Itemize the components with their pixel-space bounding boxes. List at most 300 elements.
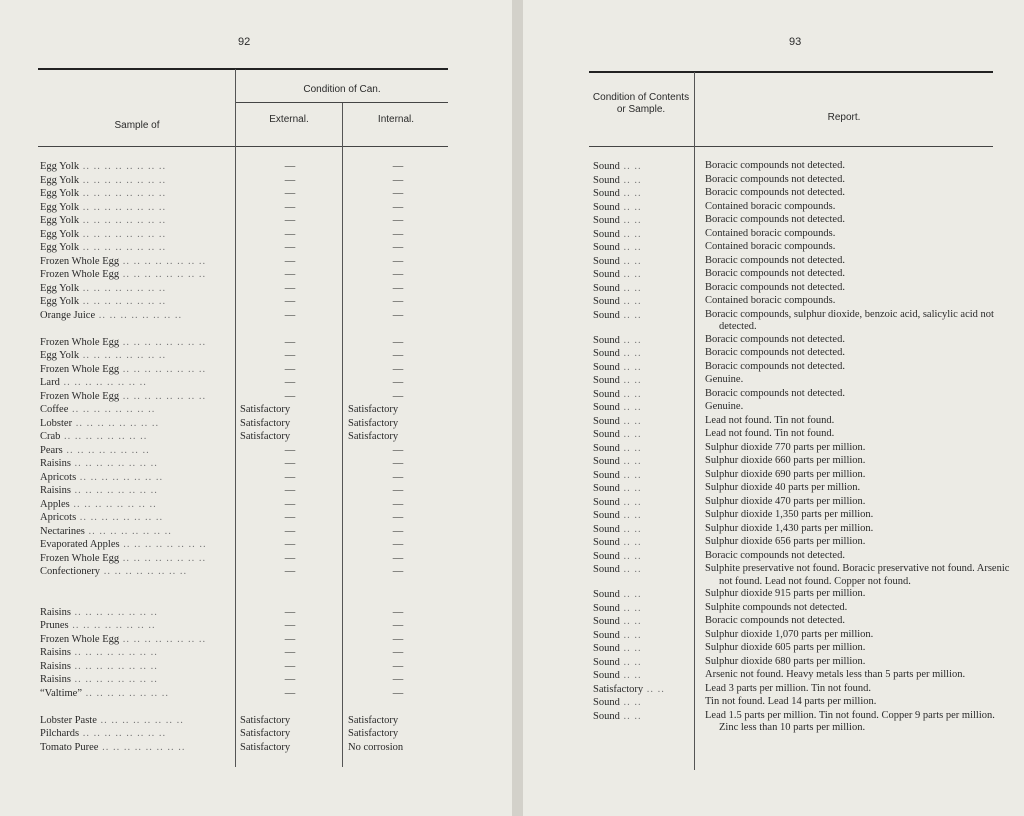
external-cell: — — [284, 471, 296, 483]
right-page — [523, 0, 1024, 816]
sample-name: Pears — [40, 444, 63, 456]
leader-dots: .. .. — [619, 269, 642, 280]
internal-cell: Satisfactory — [348, 431, 399, 442]
report-cell: Tin not found. Lead 14 parts per million. — [705, 696, 877, 708]
internal-cell: — — [392, 228, 404, 240]
condition-cell — [593, 442, 688, 456]
sample-name: Prunes — [40, 620, 69, 631]
leader-dots: .. .. — [619, 348, 642, 360]
external-cell: — — [284, 309, 296, 321]
condition-cell — [593, 374, 688, 388]
sample-cell — [40, 214, 232, 228]
internal-cell: — — [392, 269, 404, 280]
leader-dots: .. .. — [619, 402, 642, 414]
leader-dots: .. .. — [619, 670, 642, 682]
sample-name: Egg Yolk — [40, 296, 80, 307]
external-cell: — — [284, 458, 296, 469]
sample-cell — [40, 727, 232, 741]
external-cell: — — [284, 660, 296, 672]
leader-dots: .. .. .. .. .. .. .. .. — [79, 161, 167, 172]
external-cell: — — [284, 228, 296, 240]
sample-cell — [40, 457, 232, 471]
header-condition-can: Condition of Can. — [303, 84, 381, 95]
external-cell: — — [284, 161, 296, 172]
sample-name: Raisins — [40, 660, 71, 672]
table-row — [40, 255, 450, 269]
external-cell: Satisfactory — [240, 431, 291, 442]
internal-cell: — — [392, 188, 404, 199]
report-cell: Sulphite preservative not found. Boracic preservative not found. Arsenic not found. Lead not found. Copper not found. — [705, 563, 1010, 587]
condition-value: Sound — [593, 469, 620, 481]
external-cell: Satisfactory — [240, 404, 291, 415]
sample-name: Pilchards — [40, 728, 80, 739]
report-cell: Sulphur dioxide 1,070 parts per million. — [705, 628, 874, 640]
table-row — [40, 214, 450, 228]
table-row — [593, 268, 993, 282]
internal-cell: — — [392, 296, 404, 307]
condition-value: Sound — [593, 348, 620, 360]
table-row — [40, 498, 450, 512]
condition-cell — [593, 428, 688, 442]
sample-cell — [40, 363, 232, 377]
condition-value: Sound — [593, 697, 620, 709]
internal-cell: — — [392, 485, 404, 496]
sample-cell — [40, 471, 232, 485]
leader-dots: .. .. .. .. .. .. .. .. — [70, 485, 158, 496]
internal-cell: — — [392, 498, 404, 510]
report-cell: Sulphur dioxide 656 parts per million. — [705, 536, 866, 548]
table-row — [593, 523, 993, 537]
report-cell: Lead not found. Tin not found. — [705, 428, 835, 440]
condition-cell — [593, 656, 688, 670]
table-row — [40, 579, 450, 593]
header-bottom-rule — [589, 146, 993, 147]
condition-cell — [593, 401, 688, 415]
condition-value: Sound — [593, 215, 620, 226]
leader-dots: .. .. .. .. .. .. .. .. — [79, 188, 167, 199]
table-row — [40, 349, 450, 363]
condition-value: Sound — [593, 161, 620, 172]
sample-name: Frozen Whole Egg — [40, 269, 120, 280]
condition-value: Sound — [593, 523, 620, 535]
sample-cell — [40, 687, 232, 701]
leader-dots: .. .. .. .. .. .. .. .. — [95, 309, 183, 321]
sample-name: Egg Yolk — [40, 201, 80, 213]
external-cell: — — [284, 215, 296, 226]
external-cell: — — [284, 242, 296, 253]
leader-dots: .. .. — [619, 415, 642, 427]
internal-cell: Satisfactory — [348, 728, 399, 739]
leader-dots: .. .. .. .. .. .. .. .. — [70, 660, 158, 672]
condition-value: Sound — [593, 442, 620, 454]
sample-cell — [40, 741, 232, 755]
internal-cell: — — [392, 255, 404, 267]
report-cell: Sulphur dioxide 660 parts per million. — [705, 455, 866, 467]
report-cell: Boracic compounds not detected. — [705, 387, 845, 399]
condition-cell — [593, 455, 688, 469]
leader-dots: .. .. — [619, 282, 642, 294]
report-cell: Boracic compounds not detected. — [705, 160, 845, 171]
external-cell: — — [284, 498, 296, 510]
report-cell: Lead 3 parts per million. Tin not found. — [705, 682, 871, 694]
condition-value: Sound — [593, 188, 620, 199]
leader-dots: .. .. .. .. .. .. .. .. — [76, 471, 164, 483]
leader-dots: .. .. — [619, 710, 642, 722]
internal-cell: — — [392, 687, 404, 699]
sample-name: Frozen Whole Egg — [40, 552, 120, 564]
page-number: 93 — [789, 36, 802, 48]
leader-dots: .. .. — [619, 255, 642, 267]
condition-value: Sound — [593, 255, 620, 267]
table-row — [40, 174, 450, 188]
condition-value: Sound — [593, 629, 620, 641]
table-row — [593, 442, 993, 456]
report-cell: Boracic compounds not detected. — [705, 214, 845, 225]
leader-dots: .. .. .. .. .. .. .. .. — [76, 512, 164, 523]
table-row — [40, 268, 450, 282]
internal-cell: — — [392, 471, 404, 483]
condition-cell — [593, 347, 688, 361]
internal-cell: Satisfactory — [348, 417, 399, 429]
sample-cell — [40, 525, 232, 539]
report-cell: Boracic compounds not detected. — [705, 549, 845, 561]
leader-dots: .. .. — [619, 616, 642, 628]
sample-cell — [40, 228, 232, 242]
header-report: Report. — [827, 112, 861, 123]
condition-cell — [593, 241, 688, 255]
table-row — [40, 592, 450, 606]
leader-dots: .. .. .. .. .. .. .. .. — [62, 444, 150, 456]
leader-dots: .. .. .. .. .. .. .. .. — [84, 525, 172, 537]
condition-cell — [593, 282, 688, 296]
leader-dots: .. .. — [619, 537, 642, 549]
sample-name: Lobster Paste — [40, 714, 97, 726]
leader-dots: .. .. .. .. .. .. .. .. — [119, 363, 207, 375]
internal-cell: — — [392, 620, 404, 631]
leader-dots: .. .. .. .. .. .. .. .. — [59, 377, 147, 388]
internal-cell: — — [392, 377, 404, 388]
sample-cell — [40, 498, 232, 512]
external-cell: — — [284, 512, 296, 523]
header-condition-contents: Condition of Contents or Sample. — [592, 92, 690, 115]
internal-cell: — — [392, 633, 404, 645]
condition-value: Sound — [593, 402, 620, 414]
sample-name: Apples — [40, 498, 70, 510]
sample-cell — [40, 309, 232, 323]
sample-name: Confectionery — [40, 566, 101, 577]
condition-cell — [593, 588, 688, 602]
leader-dots: .. .. — [619, 550, 642, 562]
external-cell: — — [284, 674, 296, 685]
report-cell: Contained boracic compounds. — [705, 200, 836, 212]
sample-name: Nectarines — [40, 525, 85, 537]
external-cell: — — [284, 350, 296, 361]
leader-dots: .. .. .. .. .. .. .. .. — [79, 296, 167, 307]
internal-cell: Satisfactory — [348, 714, 399, 726]
leader-dots: .. .. .. .. .. .. .. .. — [68, 620, 156, 631]
condition-cell — [593, 388, 688, 402]
condition-cell — [593, 683, 688, 697]
leader-dots: .. .. .. .. .. .. .. .. — [79, 228, 167, 240]
condition-cell — [593, 496, 688, 510]
leader-dots: .. .. — [619, 629, 642, 641]
condition-cell — [593, 295, 688, 309]
sample-cell — [40, 268, 232, 282]
leader-dots: .. .. — [643, 683, 665, 695]
sample-cell — [40, 633, 232, 647]
report-cell: Sulphur dioxide 770 parts per million. — [705, 441, 866, 453]
external-cell: — — [284, 687, 296, 699]
table-row — [40, 201, 450, 215]
external-cell: — — [284, 539, 296, 550]
leader-dots: .. .. — [619, 361, 642, 373]
external-cell: Satisfactory — [240, 741, 291, 753]
sample-name: Lobster — [40, 417, 73, 429]
table-row — [593, 214, 993, 228]
condition-cell — [593, 615, 688, 629]
leader-dots: .. .. .. .. .. .. .. .. — [72, 417, 160, 429]
sample-cell — [40, 417, 232, 431]
condition-value: Sound — [593, 589, 620, 601]
leader-dots: .. .. .. .. .. .. .. .. — [119, 255, 207, 267]
sample-name: Tomato Puree — [40, 741, 99, 753]
external-cell: — — [284, 201, 296, 213]
table-row — [593, 309, 993, 334]
condition-cell — [593, 550, 688, 564]
sample-cell — [40, 646, 232, 660]
internal-cell: — — [392, 174, 404, 186]
report-cell: Arsenic not found. Heavy metals less than 5 parts per million. — [705, 669, 966, 681]
report-cell: Contained boracic compounds. — [705, 241, 836, 252]
report-cell: Boracic compounds not detected. — [705, 254, 845, 266]
leader-dots: .. .. .. .. .. .. .. .. — [100, 566, 188, 577]
external-cell: — — [284, 390, 296, 402]
sample-cell — [40, 295, 232, 309]
table-row — [593, 683, 993, 697]
table-row — [40, 673, 450, 687]
condition-value: Satisfactory — [593, 683, 644, 695]
report-cell: Sulphur dioxide 40 parts per million. — [705, 482, 861, 494]
table-row — [593, 347, 993, 361]
internal-cell: — — [392, 350, 404, 361]
table-row — [593, 255, 993, 269]
sample-name: Coffee — [40, 404, 69, 415]
table-top-rule — [589, 71, 993, 73]
internal-cell: Satisfactory — [348, 404, 399, 415]
table-row — [40, 741, 450, 755]
condition-cell — [593, 563, 688, 577]
leader-dots: .. .. .. .. .. .. .. .. — [81, 687, 169, 699]
table-row — [593, 602, 993, 616]
report-cell: Boracic compounds not detected. — [705, 347, 845, 359]
condition-value: Sound — [593, 643, 620, 655]
report-cell: Sulphur dioxide 915 parts per million. — [705, 588, 866, 600]
leader-dots: .. .. .. .. .. .. .. .. — [119, 390, 207, 402]
leader-dots: .. .. .. .. .. .. .. .. — [68, 404, 156, 415]
condition-value: Sound — [593, 483, 620, 495]
condition-cell — [593, 268, 688, 282]
table-row — [40, 363, 450, 377]
header-internal: Internal. — [377, 114, 415, 125]
external-cell: — — [284, 377, 296, 388]
sample-name: Raisins — [40, 458, 71, 469]
header-bottom-rule — [38, 146, 448, 147]
condition-value: Sound — [593, 282, 620, 294]
report-cell: Genuine. — [705, 374, 744, 386]
external-cell: — — [284, 633, 296, 645]
table-row — [40, 282, 450, 296]
table-row — [40, 241, 450, 255]
internal-cell: — — [392, 309, 404, 321]
internal-cell: — — [392, 444, 404, 456]
table-row — [593, 187, 993, 201]
table-row — [40, 160, 450, 174]
report-cell: Boracic compounds not detected. — [705, 360, 845, 372]
external-cell: Satisfactory — [240, 728, 291, 739]
leader-dots: .. .. — [619, 523, 642, 535]
table-row — [593, 241, 993, 255]
condition-value: Sound — [593, 296, 620, 307]
sample-cell — [40, 160, 232, 174]
condition-cell — [593, 602, 688, 616]
leader-dots: .. .. .. .. .. .. .. .. — [70, 674, 158, 685]
leader-dots: .. .. — [619, 174, 642, 186]
table-row — [40, 457, 450, 471]
sample-name: Lard — [40, 377, 60, 388]
sample-name: Orange Juice — [40, 309, 96, 321]
sample-name: Apricots — [40, 512, 77, 523]
table-row — [40, 511, 450, 525]
sample-name: Egg Yolk — [40, 215, 80, 226]
sample-name: Egg Yolk — [40, 188, 80, 199]
right-table-body — [593, 160, 1010, 735]
sample-cell — [40, 390, 232, 404]
external-cell: — — [284, 647, 296, 658]
table-row — [593, 615, 993, 629]
table-row — [40, 417, 450, 431]
sample-cell — [40, 673, 232, 687]
sample-cell — [40, 444, 232, 458]
sample-cell — [40, 403, 232, 417]
table-row — [40, 187, 450, 201]
table-row — [593, 282, 993, 296]
table-row — [593, 563, 1010, 588]
table-row — [40, 484, 450, 498]
condition-value: Sound — [593, 550, 620, 562]
leader-dots: .. .. .. .. .. .. .. .. — [60, 431, 148, 442]
leader-dots: .. .. — [619, 510, 642, 522]
sample-cell — [40, 511, 232, 525]
sample-cell — [40, 376, 232, 390]
report-cell: Contained boracic compounds. — [705, 295, 836, 306]
table-row — [593, 696, 993, 710]
sample-cell — [40, 552, 232, 566]
table-row — [593, 295, 993, 309]
sample-name: Frozen Whole Egg — [40, 390, 120, 402]
table-row — [40, 565, 450, 579]
leader-dots: .. .. — [619, 697, 642, 709]
sample-cell — [40, 619, 232, 633]
table-row — [40, 700, 450, 714]
leader-dots: .. .. — [619, 643, 642, 655]
external-cell: — — [284, 525, 296, 537]
condition-value: Sound — [593, 656, 620, 668]
sample-name: Crab — [40, 431, 61, 442]
leader-dots: .. .. — [619, 388, 642, 400]
external-cell: — — [284, 620, 296, 631]
condition-cell — [593, 509, 688, 523]
condition-cell — [593, 361, 688, 375]
left-table-body — [40, 160, 450, 754]
report-cell: Sulphur dioxide 470 parts per million. — [705, 495, 866, 507]
internal-cell: — — [392, 566, 404, 577]
leader-dots: .. .. .. .. .. .. .. .. — [69, 498, 157, 510]
leader-dots: .. .. .. .. .. .. .. .. — [70, 647, 158, 658]
external-cell: — — [284, 336, 296, 348]
leader-dots: .. .. — [619, 309, 642, 321]
condition-cell — [593, 228, 688, 242]
table-row — [40, 376, 450, 390]
sample-cell — [40, 336, 232, 350]
leader-dots: .. .. — [619, 589, 642, 601]
condition-value: Sound — [593, 361, 620, 373]
sample-cell — [40, 282, 232, 296]
condition-value: Sound — [593, 415, 620, 427]
condition-cell — [593, 642, 688, 656]
external-cell: — — [284, 552, 296, 564]
condition-cell — [593, 255, 688, 269]
book-gutter — [512, 0, 523, 816]
sample-cell — [40, 538, 232, 552]
table-row — [40, 714, 450, 728]
leader-dots: .. .. .. .. .. .. .. .. — [119, 336, 207, 348]
table-row — [593, 401, 993, 415]
table-row — [593, 160, 993, 174]
table-row — [40, 552, 450, 566]
condition-cell — [593, 309, 688, 323]
condition-cell — [593, 160, 688, 174]
sample-name: Raisins — [40, 674, 71, 685]
condition-value: Sound — [593, 228, 620, 240]
report-cell: Lead 1.5 parts per million. Tin not found. Copper 9 parts per million. Zinc less than 10 parts per million. — [705, 709, 995, 734]
leader-dots: .. .. .. .. .. .. .. .. — [79, 728, 167, 739]
leader-dots: .. .. — [619, 228, 642, 240]
table-row — [593, 496, 993, 510]
leader-dots: .. .. .. .. .. .. .. .. — [119, 633, 207, 645]
table-row — [40, 727, 450, 741]
external-cell: — — [284, 188, 296, 199]
sample-cell — [40, 714, 232, 728]
external-cell: — — [284, 363, 296, 375]
sample-name: Raisins — [40, 647, 71, 658]
leader-dots: .. .. .. .. .. .. .. .. — [70, 458, 158, 469]
condition-cell — [593, 174, 688, 188]
leader-dots: .. .. — [619, 469, 642, 481]
sample-cell — [40, 606, 232, 620]
sample-cell — [40, 349, 232, 363]
leader-dots: .. .. — [619, 656, 642, 668]
sample-name: Egg Yolk — [40, 174, 80, 186]
sample-name: Egg Yolk — [40, 350, 80, 361]
leader-dots: .. .. .. .. .. .. .. .. — [119, 539, 207, 550]
leader-dots: .. .. .. .. .. .. .. .. — [79, 215, 167, 226]
table-row — [593, 415, 993, 429]
sample-name: Apricots — [40, 471, 77, 483]
table-row — [593, 469, 993, 483]
leader-dots: .. .. — [619, 602, 642, 614]
report-cell: Sulphite compounds not detected. — [705, 601, 848, 613]
table-row — [593, 388, 993, 402]
